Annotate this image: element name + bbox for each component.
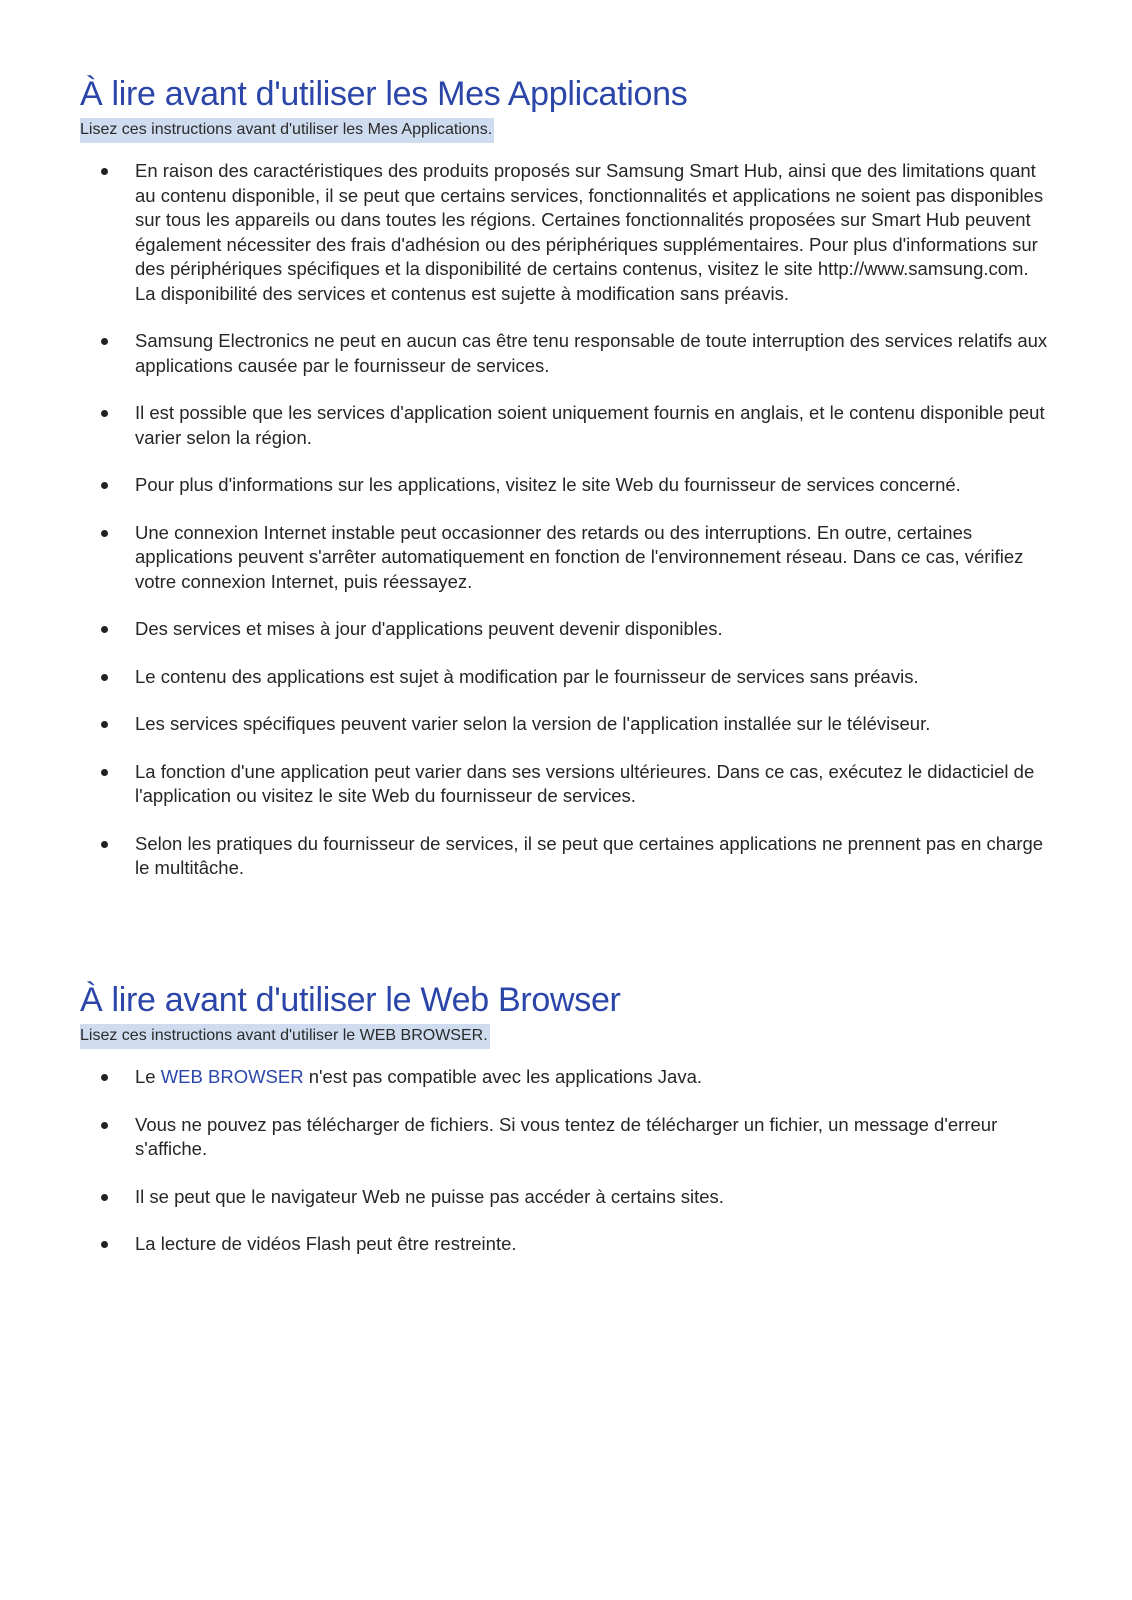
bullet-list: [80, 159, 1060, 881]
section-title: À lire avant d'utiliser les Mes Applications: [80, 75, 688, 113]
list-item: Vous ne pouvez pas télécharger de fichiers. Si vous tentez de télécharger un fichier, un message d'erreur s'affiche.: [80, 1113, 1060, 1162]
list-item: Le contenu des applications est sujet à modification par le fournisseur de services sans préavis.: [80, 665, 1060, 690]
text-fragment: Le: [135, 1066, 161, 1087]
list-item: Une connexion Internet instable peut occasionner des retards ou des interruptions. En outre, certaines applications peuvent s'arrêter automatiquement en fonction de l'environnement réseau. Dans ce cas, vérifiez votre connexion Internet, puis réessayez.: [80, 521, 1060, 595]
bullet-list: [80, 1065, 1060, 1257]
list-item: Il se peut que le navigateur Web ne puisse pas accéder à certains sites.: [80, 1185, 1060, 1210]
section-subtitle: Lisez ces instructions avant d'utiliser le WEB BROWSER.: [80, 1024, 490, 1049]
list-item: Des services et mises à jour d'applications peuvent devenir disponibles.: [80, 617, 1060, 642]
list-item: Pour plus d'informations sur les applications, visitez le site Web du fournisseur de services concerné.: [80, 473, 1060, 498]
list-item: En raison des caractéristiques des produits proposés sur Samsung Smart Hub, ainsi que des limitations quant au contenu disponible, il se peut que certains services, fonctionnalités et applications ne soient pas disponibles sur tous les appareils ou dans toutes les régions. Certaines fonctionnalités proposées sur Smart Hub peuvent également nécessiter des frais d'adhésion ou des périphériques supplémentaires. Pour plus d'informations sur des périphériques spécifiques et la disponibilité de certains contenus, visitez le site http://www.samsung.com. La disponibilité des services et contenus est sujette à modification sans préavis.: [80, 159, 1060, 306]
list-item: Selon les pratiques du fournisseur de services, il se peut que certaines applications ne prennent pas en charge le multitâche.: [80, 832, 1060, 881]
list-item: La lecture de vidéos Flash peut être restreinte.: [80, 1232, 1060, 1257]
list-item: Il est possible que les services d'application soient uniquement fournis en anglais, et le contenu disponible peut varier selon la région.: [80, 401, 1060, 450]
section-mes-applications: [80, 74, 1060, 881]
list-item: Samsung Electronics ne peut en aucun cas être tenu responsable de toute interruption des services relatifs aux applications causée par le fournisseur de services.: [80, 329, 1060, 378]
section-title: À lire avant d'utiliser le Web Browser: [80, 981, 621, 1019]
list-item: La fonction d'une application peut varier dans ses versions ultérieures. Dans ce cas, exécutez le didacticiel de l'application ou visitez le site Web du fournisseur de services.: [80, 760, 1060, 809]
section-subtitle: Lisez ces instructions avant d'utiliser les Mes Applications.: [80, 118, 494, 143]
text-fragment: n'est pas compatible avec les applications Java.: [303, 1066, 703, 1087]
list-item: Les services spécifiques peuvent varier selon la version de l'application installée sur le téléviseur.: [80, 712, 1060, 737]
list-item: [80, 1065, 1060, 1090]
section-web-browser: [80, 980, 1060, 1257]
web-browser-highlight: WEB BROWSER: [160, 1066, 304, 1087]
